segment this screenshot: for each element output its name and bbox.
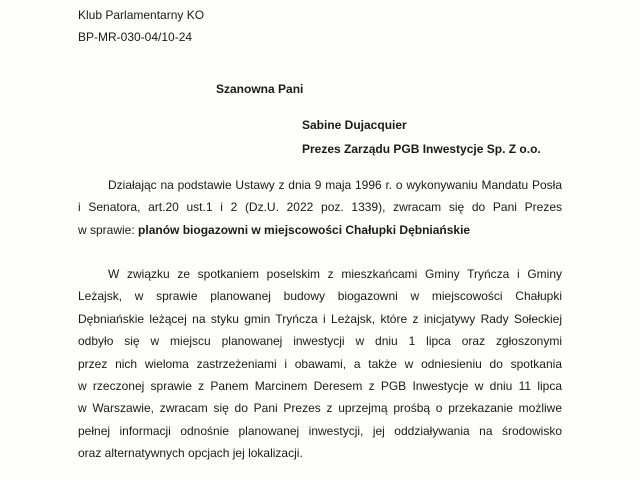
- subject-text: planów biogazowni w miejscowości Chałupki Dębniańskie: [138, 222, 471, 237]
- paragraph-line: Dębniańskie leżącej na styku gmin Tryńcza i Leżajsk, które z inicjatywy Rady Sołeckiej: [78, 311, 562, 326]
- paragraph-line: [78, 219, 562, 241]
- recipient-position: Prezes Zarządu PGB Inwestycje Sp. Z o.o.: [302, 142, 541, 156]
- paragraph-line: odbyło się w miejscu planowanej inwestycji w dniu 1 lipca oraz zgłoszonymi: [78, 334, 562, 349]
- paragraph-line: Działając na podstawie Ustawy z dnia 9 maja 1996 r. o wykonywaniu Mandatu Posła: [108, 178, 562, 192]
- paragraph-line: Leżajsk, w sprawie planowanej budowy biogazowni w miejscowości Chałupki: [78, 289, 562, 304]
- club-name: Klub Parlamentarny KO: [78, 8, 205, 22]
- recipient-greeting: Szanowna Pani: [216, 82, 304, 96]
- paragraph-body: [78, 263, 562, 465]
- paragraph-line: w Warszawie, zwracam się do Pani Prezes z uprzejmą prośbą o przekazanie możliwe: [78, 401, 562, 416]
- paragraph-line: pełnej informacji odnośnie planowanej inwestycji, jej oddziaływania na środowisko: [78, 423, 562, 438]
- paragraph-line: przez nich wieloma zastrzeżeniami i obawami, a także w odniesieniu do spotkania: [78, 356, 562, 371]
- reference-number: BP-MR-030-04/10-24: [78, 30, 193, 44]
- paragraph-line: oraz alternatywnych opcjach jej lokalizacji.: [78, 446, 303, 461]
- recipient-name: Sabine Dujacquier: [302, 118, 407, 132]
- sender-block: [78, 4, 204, 48]
- subject-prefix: w sprawie:: [78, 222, 139, 237]
- paragraph-intro: [78, 174, 562, 241]
- paragraph-line: w rzeczonej sprawie z Panem Marcinem Deresem z PGB Inwestycje w dniu 11 lipca: [78, 379, 562, 394]
- paragraph-line: i Senatora, art.20 ust.1 i 2 (Dz.U. 2022 poz. 1339), zwracam się do Pani Prezes: [78, 200, 562, 215]
- paragraph-line: W związku ze spotkaniem poselskim z mieszkańcami Gminy Tryńcza i Gminy: [108, 267, 562, 281]
